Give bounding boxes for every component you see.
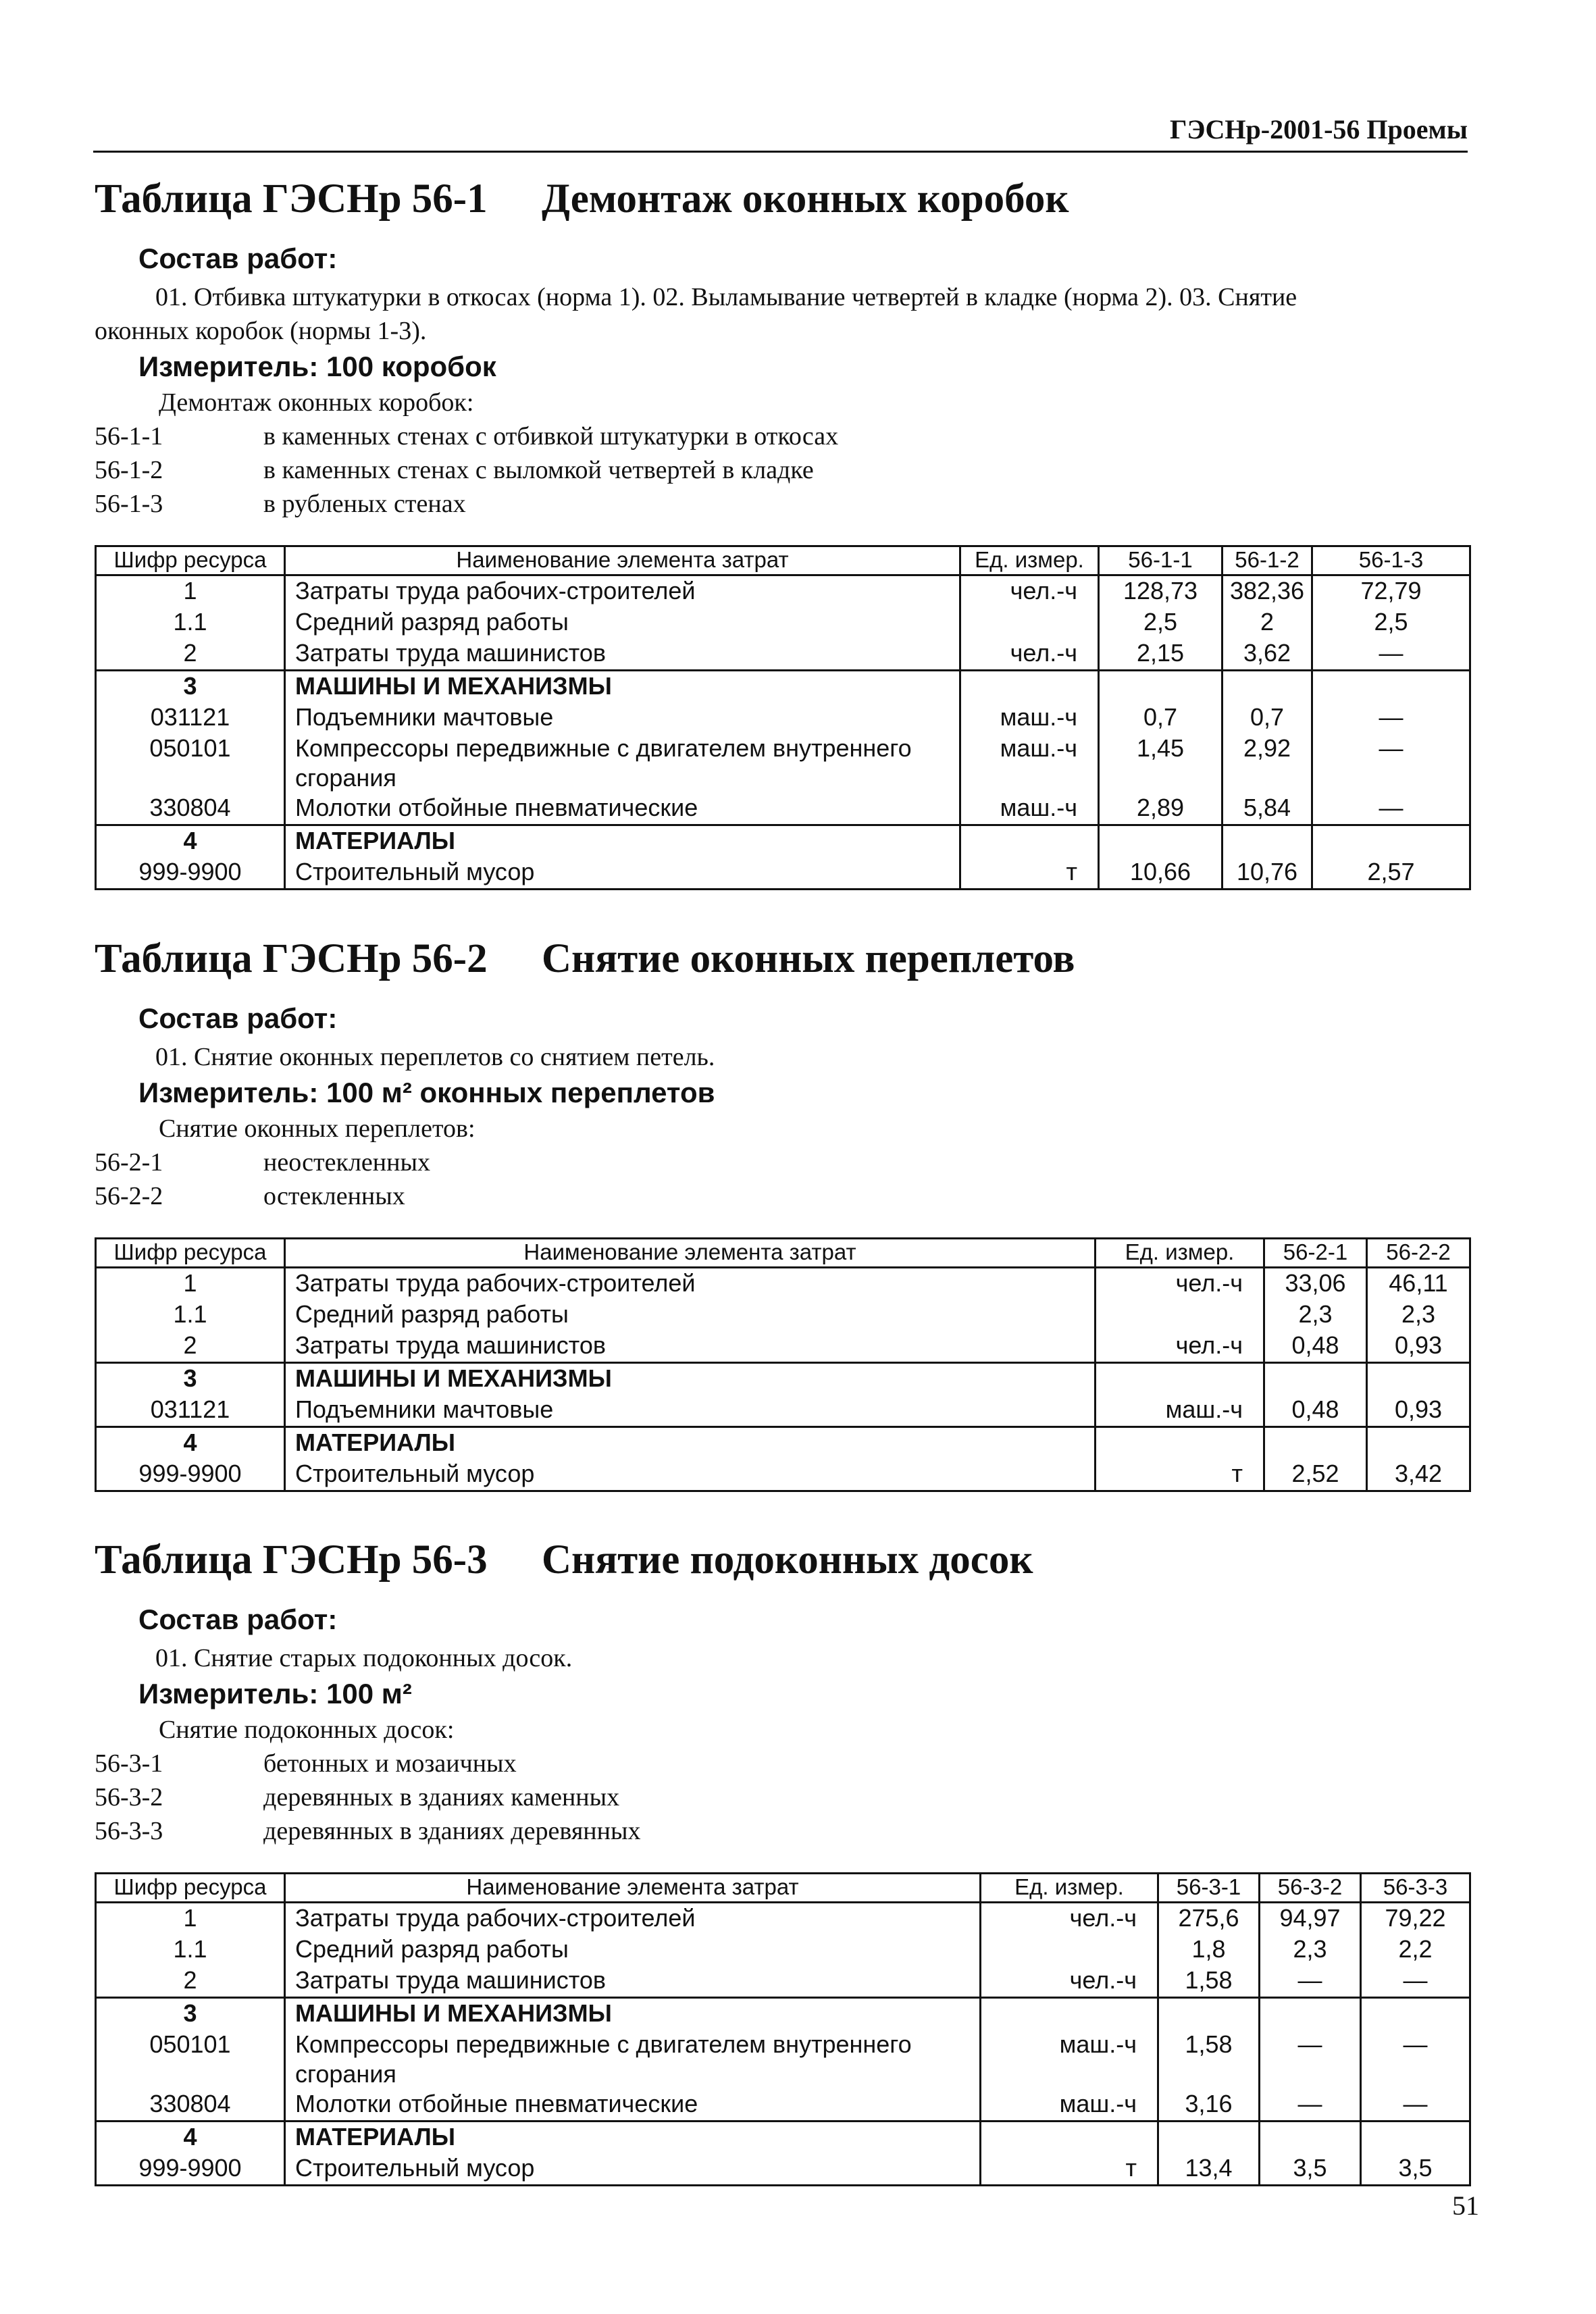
cell-value — [1361, 1998, 1470, 2030]
code-description: бетонных и мозаичных — [263, 1749, 517, 1778]
cell-value: 94,97 — [1260, 1903, 1361, 1935]
table-code-title: Таблица ГЭСНр 56-3 — [95, 1537, 488, 1583]
code: 56-3-1 — [95, 1749, 163, 1778]
section-title — [95, 1533, 1469, 1587]
cell-name: Молотки отбойные пневматические — [285, 793, 960, 825]
cell-name: Строительный мусор — [285, 2153, 981, 2186]
cell-value: — — [1361, 2089, 1470, 2122]
cell-value — [1264, 1427, 1367, 1460]
cost-table — [95, 1237, 1471, 1492]
table-group-row — [96, 2122, 1470, 2154]
cell-value: 3,42 — [1367, 1459, 1470, 1491]
table-row — [96, 1300, 1470, 1331]
cell-value: 0,93 — [1367, 1395, 1470, 1427]
cell-unit — [1096, 1427, 1264, 1460]
code: 56-1-1 — [95, 422, 163, 451]
meter-label: Измеритель: 100 коробок — [138, 351, 496, 382]
table-row — [96, 857, 1470, 890]
code-description: неостекленных — [263, 1148, 430, 1177]
table-name-title: Демонтаж оконных коробок — [542, 176, 1069, 222]
cell-code: 1.1 — [96, 607, 285, 638]
cell-value — [1158, 2122, 1260, 2154]
code-description: деревянных в зданиях деревянных — [263, 1817, 641, 1845]
table-group-row — [96, 671, 1470, 703]
cell-name: Подъемники мачтовые — [285, 702, 960, 734]
table-row — [96, 1903, 1470, 1935]
cell-value: 13,4 — [1158, 2153, 1260, 2186]
header-norm-1: 56-3-1 — [1158, 1874, 1260, 1903]
cell-name: Строительный мусор — [285, 1459, 1096, 1491]
codes-intro: Снятие оконных переплетов: — [159, 1114, 475, 1143]
cell-unit: чел.-ч — [1096, 1268, 1264, 1300]
work-composition-label: Состав работ: — [138, 1603, 338, 1635]
cell-value: 2,15 — [1099, 638, 1222, 671]
header-norm-3: 56-1-3 — [1312, 546, 1470, 575]
cell-value — [1312, 671, 1470, 703]
section-title — [95, 172, 1469, 226]
running-header: ГЭСНр-2001-56 Проемы — [1169, 114, 1468, 145]
cell-value: 46,11 — [1367, 1268, 1470, 1300]
cell-value: 0,7 — [1099, 702, 1222, 734]
cell-group-name: МАШИНЫ И МЕХАНИЗМЫ — [285, 671, 960, 703]
work-text-line1: 01. Отбивка штукатурки в откосах (норма 1). 02. Выламывание четвертей в кладке (норма 2). 03. Снятие — [155, 283, 1297, 311]
cell-value: 3,5 — [1361, 2153, 1470, 2186]
cell-name: Строительный мусор — [285, 857, 960, 890]
header-norm-2: 56-2-2 — [1367, 1239, 1470, 1268]
cell-value: 3,16 — [1158, 2089, 1260, 2122]
cell-unit — [960, 607, 1099, 638]
table-row — [96, 1331, 1470, 1363]
cell-value — [1260, 2122, 1361, 2154]
page-number: 51 — [1452, 2190, 1479, 2221]
cell-value: 0,93 — [1367, 1331, 1470, 1363]
cell-value: 1,45 — [1099, 734, 1222, 793]
cell-value — [1264, 1363, 1367, 1395]
work-text-line1: 01. Снятие оконных переплетов со снятием петель. — [155, 1043, 715, 1071]
table-header-row — [96, 1874, 1470, 1903]
cell-value — [1361, 2122, 1470, 2154]
table-row — [96, 1965, 1470, 1998]
cell-value — [1312, 825, 1470, 858]
cell-name: Молотки отбойные пневматические — [285, 2089, 981, 2122]
cost-table — [95, 1872, 1471, 2186]
cell-code: 4 — [96, 2122, 285, 2154]
code: 56-2-2 — [95, 1182, 163, 1210]
table-group-row — [96, 1427, 1470, 1460]
cell-value: 2,57 — [1312, 857, 1470, 890]
cell-unit: маш.-ч — [960, 702, 1099, 734]
cell-unit: маш.-ч — [960, 734, 1099, 793]
header-norm-1: 56-2-1 — [1264, 1239, 1367, 1268]
cell-value: 2,3 — [1264, 1300, 1367, 1331]
cell-name: Затраты труда рабочих-строителей — [285, 575, 960, 608]
header-norm-1: 56-1-1 — [1099, 546, 1222, 575]
codes-intro: Снятие подоконных досок: — [159, 1716, 455, 1744]
cell-value: 2,89 — [1099, 793, 1222, 825]
section-title — [95, 932, 1469, 986]
cell-group-name: МАТЕРИАЛЫ — [285, 1427, 1096, 1460]
cell-unit — [1096, 1363, 1264, 1395]
codes-intro: Демонтаж оконных коробок: — [159, 388, 474, 417]
header-cost-element: Наименование элемента затрат — [285, 546, 960, 575]
table-row — [96, 638, 1470, 671]
section-56-2 — [95, 932, 1469, 1492]
meter-label: Измеритель: 100 м² оконных переплетов — [138, 1077, 715, 1108]
header-unit: Ед. измер. — [960, 546, 1099, 575]
table-group-row — [96, 1363, 1470, 1395]
code: 56-2-1 — [95, 1148, 163, 1177]
code-description: деревянных в зданиях каменных — [263, 1783, 620, 1811]
code-entry — [95, 1179, 1469, 1213]
cell-unit — [981, 2122, 1158, 2154]
cell-value: 0,48 — [1264, 1331, 1367, 1363]
cell-code: 330804 — [96, 2089, 285, 2122]
cell-value: — — [1260, 2089, 1361, 2122]
table-row — [96, 793, 1470, 825]
cell-code: 4 — [96, 825, 285, 858]
cell-name: Подъемники мачтовые — [285, 1395, 1096, 1427]
cell-name: Затраты труда рабочих-строителей — [285, 1903, 981, 1935]
cell-unit: чел.-ч — [1096, 1331, 1264, 1363]
table-code-title: Таблица ГЭСНр 56-2 — [95, 936, 488, 981]
cell-value: — — [1361, 1965, 1470, 1998]
cell-group-name: МАТЕРИАЛЫ — [285, 2122, 981, 2154]
cell-value: — — [1361, 2030, 1470, 2089]
cell-code: 031121 — [96, 702, 285, 734]
cell-value: 5,84 — [1222, 793, 1312, 825]
cell-value — [1222, 671, 1312, 703]
table-header-row — [96, 546, 1470, 575]
code-entry — [95, 453, 1469, 487]
cell-code: 1 — [96, 1268, 285, 1300]
code-description: остекленных — [263, 1182, 405, 1210]
cell-unit — [981, 1934, 1158, 1965]
table-name-title: Снятие оконных переплетов — [542, 936, 1075, 981]
table-group-row — [96, 1998, 1470, 2030]
cell-value: 3,62 — [1222, 638, 1312, 671]
code-entry — [95, 1747, 1469, 1780]
cell-value: 10,66 — [1099, 857, 1222, 890]
meter-label: Измеритель: 100 м² — [138, 1678, 412, 1709]
cell-group-name: МАШИНЫ И МЕХАНИЗМЫ — [285, 1998, 981, 2030]
cell-code: 1.1 — [96, 1300, 285, 1331]
cell-value: 275,6 — [1158, 1903, 1260, 1935]
cell-value: 10,76 — [1222, 857, 1312, 890]
cell-code: 2 — [96, 638, 285, 671]
cell-code: 031121 — [96, 1395, 285, 1427]
header-norm-3: 56-3-3 — [1361, 1874, 1470, 1903]
code-entry — [95, 1146, 1469, 1179]
cell-value: 79,22 — [1361, 1903, 1470, 1935]
cell-name: Средний разряд работы — [285, 607, 960, 638]
header-resource-code: Шифр ресурса — [96, 546, 285, 575]
cell-unit: т — [1096, 1459, 1264, 1491]
table-name-title: Снятие подоконных досок — [542, 1537, 1033, 1583]
code-entry — [95, 1814, 1469, 1848]
section-56-1 — [95, 172, 1469, 890]
code-entry — [95, 487, 1469, 521]
cell-code: 2 — [96, 1965, 285, 1998]
cell-name: Затраты труда рабочих-строителей — [285, 1268, 1096, 1300]
code-description: в каменных стенах с отбивкой штукатурки в откосах — [263, 422, 839, 451]
header-cost-element: Наименование элемента затрат — [285, 1874, 981, 1903]
cell-value — [1222, 825, 1312, 858]
cell-code: 1 — [96, 1903, 285, 1935]
cell-unit: маш.-ч — [960, 793, 1099, 825]
cell-code: 999-9900 — [96, 1459, 285, 1491]
cell-value: 33,06 — [1264, 1268, 1367, 1300]
work-text-line1: 01. Снятие старых подоконных досок. — [155, 1644, 573, 1672]
code-entry — [95, 419, 1469, 453]
table-row — [96, 734, 1470, 793]
cell-unit — [960, 671, 1099, 703]
cell-code: 050101 — [96, 734, 285, 793]
table-row — [96, 1395, 1470, 1427]
cell-code: 999-9900 — [96, 857, 285, 890]
cell-code: 999-9900 — [96, 2153, 285, 2186]
table-row — [96, 2153, 1470, 2186]
cell-code: 1.1 — [96, 1934, 285, 1965]
cell-code: 330804 — [96, 793, 285, 825]
cell-value — [1367, 1363, 1470, 1395]
header-unit: Ед. измер. — [981, 1874, 1158, 1903]
cell-code: 1 — [96, 575, 285, 608]
cell-value — [1367, 1427, 1470, 1460]
header-resource-code: Шифр ресурса — [96, 1239, 285, 1268]
table-row — [96, 702, 1470, 734]
cell-group-name: МАТЕРИАЛЫ — [285, 825, 960, 858]
cell-code: 2 — [96, 1331, 285, 1363]
table-group-row — [96, 825, 1470, 858]
table-row — [96, 1459, 1470, 1491]
cell-unit: т — [981, 2153, 1158, 2186]
cell-name: Средний разряд работы — [285, 1300, 1096, 1331]
section-56-3 — [95, 1533, 1469, 2186]
table-row — [96, 575, 1470, 608]
cell-value: 2,92 — [1222, 734, 1312, 793]
cell-value: 0,7 — [1222, 702, 1312, 734]
cell-code: 3 — [96, 1998, 285, 2030]
cell-name: Затраты труда машинистов — [285, 1331, 1096, 1363]
cell-name: Средний разряд работы — [285, 1934, 981, 1965]
cell-name: Компрессоры передвижные с двигателем внутреннего сгорания — [285, 2030, 981, 2089]
cell-value: 3,5 — [1260, 2153, 1361, 2186]
cell-value: 2,5 — [1312, 607, 1470, 638]
code: 56-3-2 — [95, 1783, 163, 1811]
cell-unit: чел.-ч — [960, 575, 1099, 608]
code: 56-1-3 — [95, 490, 163, 518]
cell-unit: чел.-ч — [981, 1903, 1158, 1935]
cell-group-name: МАШИНЫ И МЕХАНИЗМЫ — [285, 1363, 1096, 1395]
header-rule — [93, 151, 1468, 153]
cell-value — [1260, 1998, 1361, 2030]
cell-code: 3 — [96, 671, 285, 703]
cell-value: — — [1312, 793, 1470, 825]
cell-unit: чел.-ч — [960, 638, 1099, 671]
cell-value: — — [1312, 638, 1470, 671]
cell-unit — [981, 1998, 1158, 2030]
table-header-row — [96, 1239, 1470, 1268]
cell-value: — — [1312, 734, 1470, 793]
cell-value: — — [1312, 702, 1470, 734]
cell-unit: маш.-ч — [1096, 1395, 1264, 1427]
code-description: в рубленых стенах — [263, 490, 466, 518]
cell-value: 2,3 — [1367, 1300, 1470, 1331]
cell-value: 2,3 — [1260, 1934, 1361, 1965]
header-unit: Ед. измер. — [1096, 1239, 1264, 1268]
work-text-line2: оконных коробок (нормы 1-3). — [95, 317, 427, 345]
cell-value: 2 — [1222, 607, 1312, 638]
cell-unit — [960, 825, 1099, 858]
cell-value: 0,48 — [1264, 1395, 1367, 1427]
cell-value — [1158, 1998, 1260, 2030]
cell-code: 4 — [96, 1427, 285, 1460]
header-resource-code: Шифр ресурса — [96, 1874, 285, 1903]
cell-value — [1099, 825, 1222, 858]
table-row — [96, 607, 1470, 638]
table-code-title: Таблица ГЭСНр 56-1 — [95, 176, 488, 222]
cell-unit — [1096, 1300, 1264, 1331]
cell-unit: чел.-ч — [981, 1965, 1158, 1998]
work-composition-label: Состав работ: — [138, 242, 338, 274]
table-row — [96, 1934, 1470, 1965]
cell-name: Затраты труда машинистов — [285, 638, 960, 671]
header-cost-element: Наименование элемента затрат — [285, 1239, 1096, 1268]
cell-value — [1099, 671, 1222, 703]
code-entry — [95, 1780, 1469, 1814]
cell-code: 050101 — [96, 2030, 285, 2089]
cell-value: 382,36 — [1222, 575, 1312, 608]
cell-value: 1,8 — [1158, 1934, 1260, 1965]
cell-value: 1,58 — [1158, 1965, 1260, 1998]
cell-unit: т — [960, 857, 1099, 890]
header-norm-2: 56-1-2 — [1222, 546, 1312, 575]
code-description: в каменных стенах с выломкой четвертей в кладке — [263, 456, 814, 484]
cell-unit: маш.-ч — [981, 2089, 1158, 2122]
work-composition-label: Состав работ: — [138, 1002, 338, 1034]
table-row — [96, 1268, 1470, 1300]
table-row — [96, 2030, 1470, 2089]
cell-unit: маш.-ч — [981, 2030, 1158, 2089]
cell-value: 1,58 — [1158, 2030, 1260, 2089]
code: 56-3-3 — [95, 1817, 163, 1845]
cell-value: 72,79 — [1312, 575, 1470, 608]
table-row — [96, 2089, 1470, 2122]
cell-value: 2,52 — [1264, 1459, 1367, 1491]
header-norm-2: 56-3-2 — [1260, 1874, 1361, 1903]
cell-value: — — [1260, 2030, 1361, 2089]
cell-value: — — [1260, 1965, 1361, 1998]
code: 56-1-2 — [95, 456, 163, 484]
cell-code: 3 — [96, 1363, 285, 1395]
cell-value: 2,2 — [1361, 1934, 1470, 1965]
cost-table — [95, 545, 1471, 890]
cell-name: Компрессоры передвижные с двигателем внутреннего сгорания — [285, 734, 960, 793]
cell-value: 2,5 — [1099, 607, 1222, 638]
cell-name: Затраты труда машинистов — [285, 1965, 981, 1998]
cell-value: 128,73 — [1099, 575, 1222, 608]
